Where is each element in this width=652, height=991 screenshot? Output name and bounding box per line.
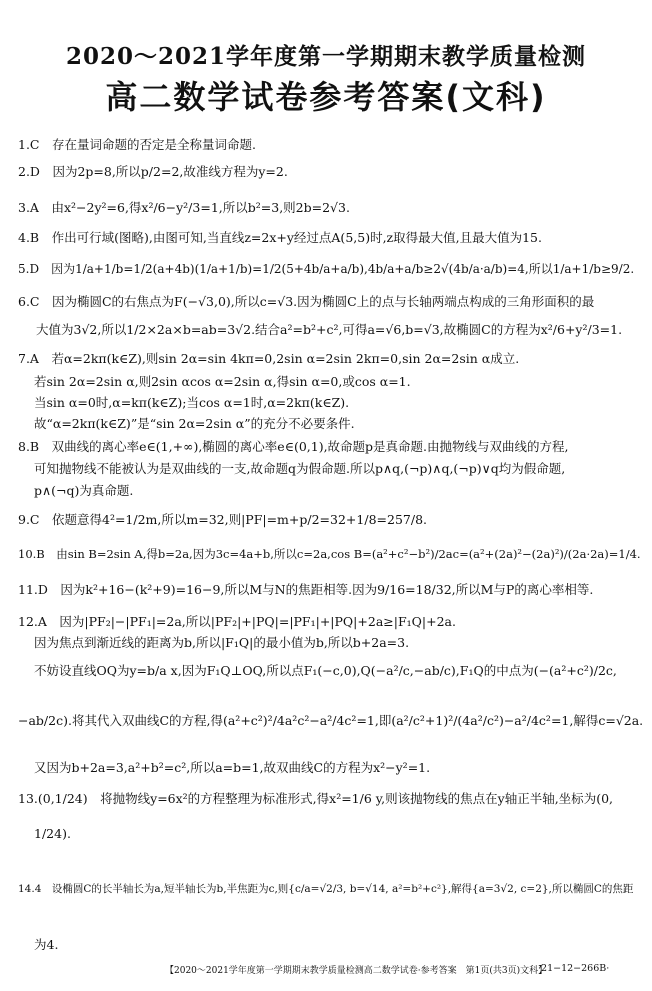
answer-6-line1: 6.C 因为椭圆C的右焦点为F(−√3,0),所以c=√3.因为椭圆C上的点与长轴两端点构成的三角形面积的最 <box>18 294 595 309</box>
answer-12-line2: 因为焦点到渐近线的距离为b,所以|F₁Q|的最小值为b,所以b+2a=3. <box>34 635 410 650</box>
answer-8-line3: p∧(¬q)为真命题. <box>34 483 134 498</box>
answer-11: 11.D 因为k²+16−(k²+9)=16−9,所以M与N的焦距相等.因为9/16=18/32,所以M与P的离心率相等. <box>18 582 594 597</box>
answer-7-line1: 7.A 若α=2kπ(k∈Z),则sin 2α=sin 4kπ=0,2sin α=2sin 2kπ=0,sin 2α=2sin α成立. <box>18 351 520 366</box>
answer-1: 1.C 存在量词命题的否定是全称量词命题. <box>18 137 256 152</box>
answer-12-line3: 不妨设直线OQ为y=b/a x,因为F₁Q⊥OQ,所以点F₁(−c,0),Q(−a²/c,−ab/c),F₁Q的中点为(−(a²+c²)/2c, <box>34 663 617 678</box>
answer-8-line2: 可知抛物线不能被认为是双曲线的一支,故命题q为假命题.所以p∧q,(¬p)∧q,(¬p)∨q均为假命题, <box>34 461 566 476</box>
answer-2: 2.D 因为2p=8,所以p/2=2,故准线方程为y=2. <box>18 164 288 179</box>
answer-14-line1: 14.4 设椭圆C的长半轴长为a,短半轴长为b,半焦距为c,则{c/a=√2/3, b=√14, a²=b²+c²},解得{a=3√2, c=2},所以椭圆C的焦距 <box>18 883 634 895</box>
answer-4: 4.B 作出可行域(图略),由图可知,当直线z=2x+y经过点A(5,5)时,z取得最大值,且最大值为15. <box>18 230 542 245</box>
answer-8-line1: 8.B 双曲线的离心率e∈(1,+∞),椭圆的离心率e∈(0,1),故命题p是真命题.由抛物线与双曲线的方程, <box>18 439 569 454</box>
exam-title: 2020～2021学年度第一学期期末教学质量检测 <box>65 43 587 70</box>
page-footer: 【2020～2021学年度第一学期期末教学质量检测高二数学试卷·参考答案 第1页(共3页)文科】 <box>165 966 548 976</box>
paper-title: 高二数学试卷参考答案(文科) <box>105 78 547 116</box>
answer-7-line3: 当sin α=0时,α=kπ(k∈Z);当cos α=1时,α=2kπ(k∈Z). <box>34 395 350 410</box>
answer-12-line4: −ab/2c).将其代入双曲线C的方程,得(a²+c²)²/4a²c²−a²/4c²=1,即(a²/c²+1)²/(4a²/c²)−a²/4c²=1,解得c=√2a. <box>18 713 644 728</box>
answer-7-line4: 故“α=2kπ(k∈Z)”是“sin 2α=2sin α”的充分不必要条件. <box>34 416 355 431</box>
answer-14-line2: 为4. <box>34 937 59 952</box>
answer-3: 3.A 由x²−2y²=6,得x²/6−y²/3=1,所以b²=3,则2b=2√3. <box>18 200 350 215</box>
answer-6-line2: 大值为3√2,所以1/2×2a×b=ab=3√2.结合a²=b²+c²,可得a=√6,b=√3,故椭圆C的方程为x²/6+y²/3=1. <box>36 322 623 337</box>
answer-13-line2: 1/24). <box>34 826 71 841</box>
answer-5: 5.D 因为1/a+1/b=1/2(a+4b)(1/a+1/b)=1/2(5+4b/a+a/b),4b/a+a/b≥2√(4b/a·a/b)=4,所以1/a+1/b≥9/2. <box>18 262 635 276</box>
answer-12-line1: 12.A 因为|PF₂|−|PF₁|=2a,所以|PF₂|+|PQ|=|PF₁|+|PQ|+2a≥|F₁Q|+2a. <box>18 614 456 629</box>
answer-7-line2: 若sin 2α=2sin α,则2sin αcos α=2sin α,得sin α=0,或cos α=1. <box>34 374 411 389</box>
answer-13-line1: 13.(0,1/24) 将抛物线y=6x²的方程整理为标准形式,得x²=1/6 y,则该抛物线的焦点在y轴正半轴,坐标为(0, <box>18 791 613 806</box>
answer-10: 10.B 由sin B=2sin A,得b=2a,因为3c=4a+b,所以c=2a,cos B=(a²+c²−b²)/2ac=(a²+(2a)²−(2a)²)/(2a·2a)=1/4. <box>18 547 641 561</box>
answer-9: 9.C 依题意得4²=1/2m,所以m=32,则|PF|=m+p/2=32+1/8=257/8. <box>18 512 427 527</box>
document-code: ·21−12−266B· <box>538 963 610 974</box>
answer-12-line5: 又因为b+2a=3,a²+b²=c²,所以a=b=1,故双曲线C的方程为x²−y²=1. <box>34 760 431 775</box>
